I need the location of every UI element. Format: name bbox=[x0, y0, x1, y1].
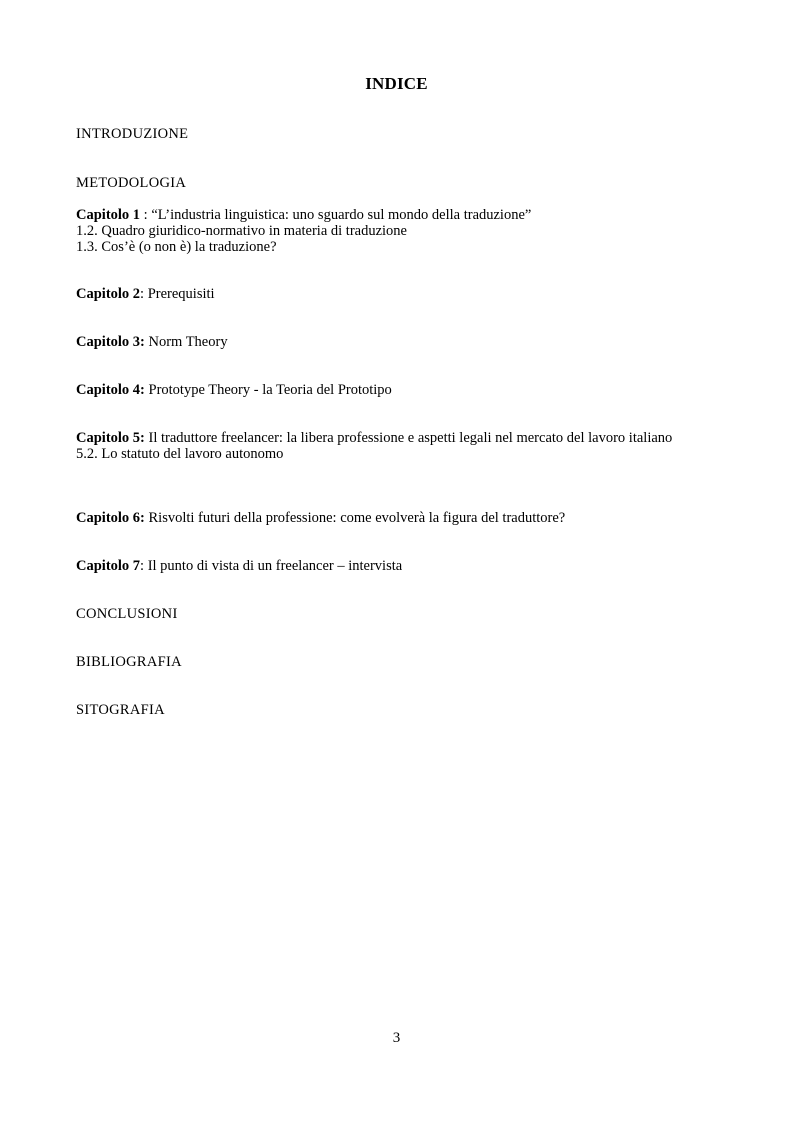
toc-entry-chapter-2 bbox=[76, 286, 716, 302]
chapter-4-title: Prototype Theory - la Teoria del Prototipo bbox=[144, 382, 392, 398]
chapter-5-label: Capitolo 5: bbox=[76, 430, 145, 446]
toc-entry-bibliografia: BIBLIOGRAFIA bbox=[76, 654, 182, 670]
toc-entry-metodologia: METODOLOGIA bbox=[76, 175, 187, 191]
chapter-3-title: Norm Theory bbox=[144, 334, 228, 350]
toc-entry-sitografia: SITOGRAFIA bbox=[76, 702, 165, 718]
chapter-6-label: Capitolo 6: bbox=[76, 510, 145, 526]
page-number: 3 bbox=[392, 1030, 401, 1046]
chapter-1-section-3: 1.3. Cos’è (o non è) la traduzione? bbox=[76, 239, 277, 255]
toc-entry-chapter-4 bbox=[76, 382, 716, 398]
chapter-7-label: Capitolo 7 bbox=[76, 558, 141, 574]
toc-entry-conclusioni: CONCLUSIONI bbox=[76, 606, 178, 622]
chapter-5-section-2: 5.2. Lo statuto del lavoro autonomo bbox=[76, 446, 284, 462]
chapter-2-title: : Prerequisiti bbox=[140, 286, 215, 302]
chapter-2-label: Capitolo 2 bbox=[76, 286, 141, 302]
toc-entry-chapter-7 bbox=[76, 558, 716, 574]
chapter-3-label: Capitolo 3: bbox=[76, 334, 145, 350]
chapter-6-title: Risvolti futuri della professione: come evolverà la figura del traduttore? bbox=[144, 510, 566, 526]
toc-entry-chapter-6 bbox=[76, 510, 716, 526]
page-title: INDICE bbox=[365, 74, 428, 93]
chapter-1-label: Capitolo 1 bbox=[76, 207, 141, 223]
chapter-1-section-2: 1.2. Quadro giuridico-normativo in materia di traduzione bbox=[76, 223, 407, 239]
chapter-5-title: Il traduttore freelancer: la libera professione e aspetti legali nel mercato del lavoro italiano bbox=[144, 430, 673, 446]
chapter-7-title: : Il punto di vista di un freelancer – intervista bbox=[140, 558, 403, 574]
chapter-1-title: : “L’industria linguistica: uno sguardo sul mondo della traduzione” bbox=[140, 207, 532, 223]
toc-entry-introduzione: INTRODUZIONE bbox=[76, 126, 189, 142]
toc-entry-chapter-1 bbox=[76, 207, 716, 255]
chapter-4-label: Capitolo 4: bbox=[76, 382, 145, 398]
toc-entry-chapter-5 bbox=[76, 430, 696, 462]
toc-entry-chapter-3 bbox=[76, 334, 716, 350]
